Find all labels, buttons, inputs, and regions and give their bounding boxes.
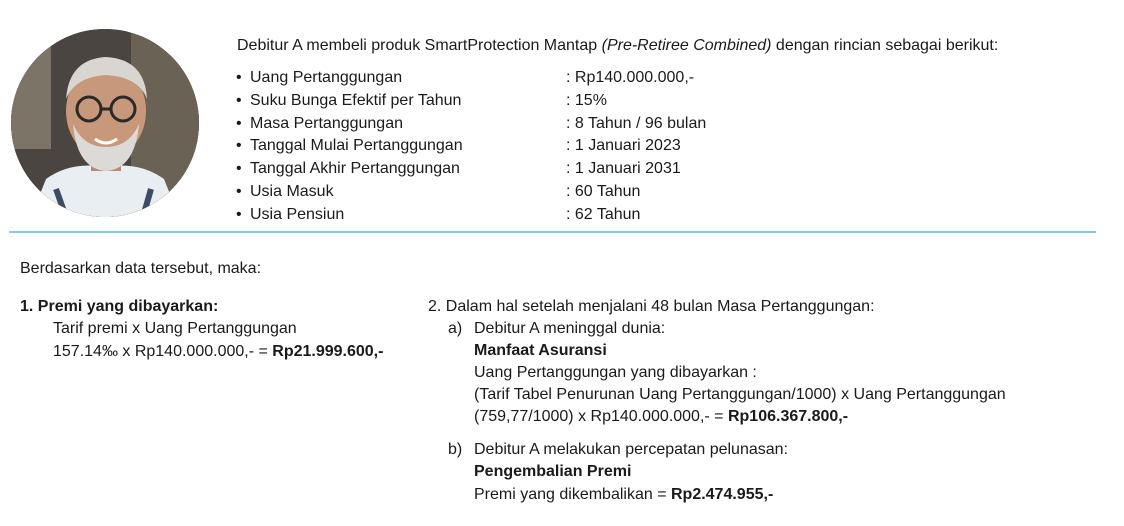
section2b-heading-text: Pengembalian Premi (474, 463, 632, 480)
section2a-heading-text: Manfaat Asuransi (474, 342, 607, 359)
detail-label: Masa Pertanggungan (250, 114, 403, 132)
bullet-icon: • (236, 182, 242, 200)
section2b-calc-text: Premi yang dikembalikan = (474, 486, 671, 503)
detail-value: : Rp140.000.000,- (566, 69, 695, 86)
detail-value: : 1 Januari 2023 (566, 137, 681, 155)
bullet-icon: • (236, 91, 242, 109)
detail-label: Usia Masuk (250, 182, 334, 200)
detail-label: Uang Pertanggungan (250, 69, 403, 86)
bullet-icon: • (236, 114, 242, 132)
section2a-calculation (474, 407, 848, 427)
section2b-result: Rp2.474.955,- (670, 486, 774, 503)
bullet-icon: • (236, 160, 242, 178)
detail-label: Suku Bunga Efektif per Tahun (250, 91, 462, 109)
bullet-icon: • (236, 205, 242, 223)
detail-label: Tanggal Mulai Pertanggungan (250, 137, 463, 155)
intro-text (237, 36, 998, 56)
section1-formula: Tarif premi x Uang Pertanggungan (53, 320, 297, 337)
detail-value: : 1 Januari 2031 (566, 160, 681, 178)
section2-title: 2. Dalam hal setelah menjalani 48 bulan Masa Pertanggungan: (428, 298, 875, 315)
section2b-calculation (474, 485, 773, 505)
section2a-calc-text: (759,77/1000) x Rp140.000.000,- = (474, 408, 728, 425)
detail-value: : 62 Tahun (566, 205, 641, 223)
detail-label: Tanggal Akhir Pertanggungan (250, 160, 460, 178)
intro-suffix: dengan rincian sebagai berikut: (771, 37, 999, 54)
intro-product-variant: (Pre-Retiree Combined) (601, 37, 772, 54)
section1-title-text: 1. Premi yang dibayarkan: (20, 298, 219, 315)
bullet-icon: • (236, 69, 242, 86)
section2b-text: Debitur A melakukan percepatan pelunasan: (474, 441, 788, 458)
section2a-result: Rp106.367.800,- (727, 408, 849, 425)
portrait-photo (11, 29, 199, 217)
bullet-icon: • (236, 137, 242, 155)
section1-title (20, 297, 218, 317)
detail-value: : 15% (566, 91, 607, 109)
section2b-heading (474, 462, 631, 482)
section-divider (9, 231, 1096, 233)
detail-label: Usia Pensiun (250, 205, 345, 223)
section1-calculation (53, 342, 383, 362)
section2a-heading (474, 341, 607, 361)
section2a-line2: (Tarif Tabel Penurunan Uang Pertanggungan/1000) x Uang Pertanggungan (474, 386, 1006, 403)
section1-result: Rp21.999.600,- (272, 343, 384, 360)
conclusion-text: Berdasarkan data tersebut, maka: (20, 260, 262, 277)
detail-value: : 60 Tahun (566, 182, 641, 200)
detail-value: : 8 Tahun / 96 bulan (566, 114, 707, 132)
section2b-marker: b) (448, 441, 463, 458)
portrait-illustration (11, 29, 199, 217)
section2a-text: Debitur A meninggal dunia: (474, 320, 666, 337)
section1-calc-text: 157.14‰ x Rp140.000.000,- = (53, 343, 273, 360)
section2a-line1: Uang Pertanggungan yang dibayarkan : (474, 364, 757, 381)
section2a-marker: a) (448, 320, 463, 337)
intro-prefix: Debitur A membeli produk SmartProtection Mantap (237, 37, 602, 54)
